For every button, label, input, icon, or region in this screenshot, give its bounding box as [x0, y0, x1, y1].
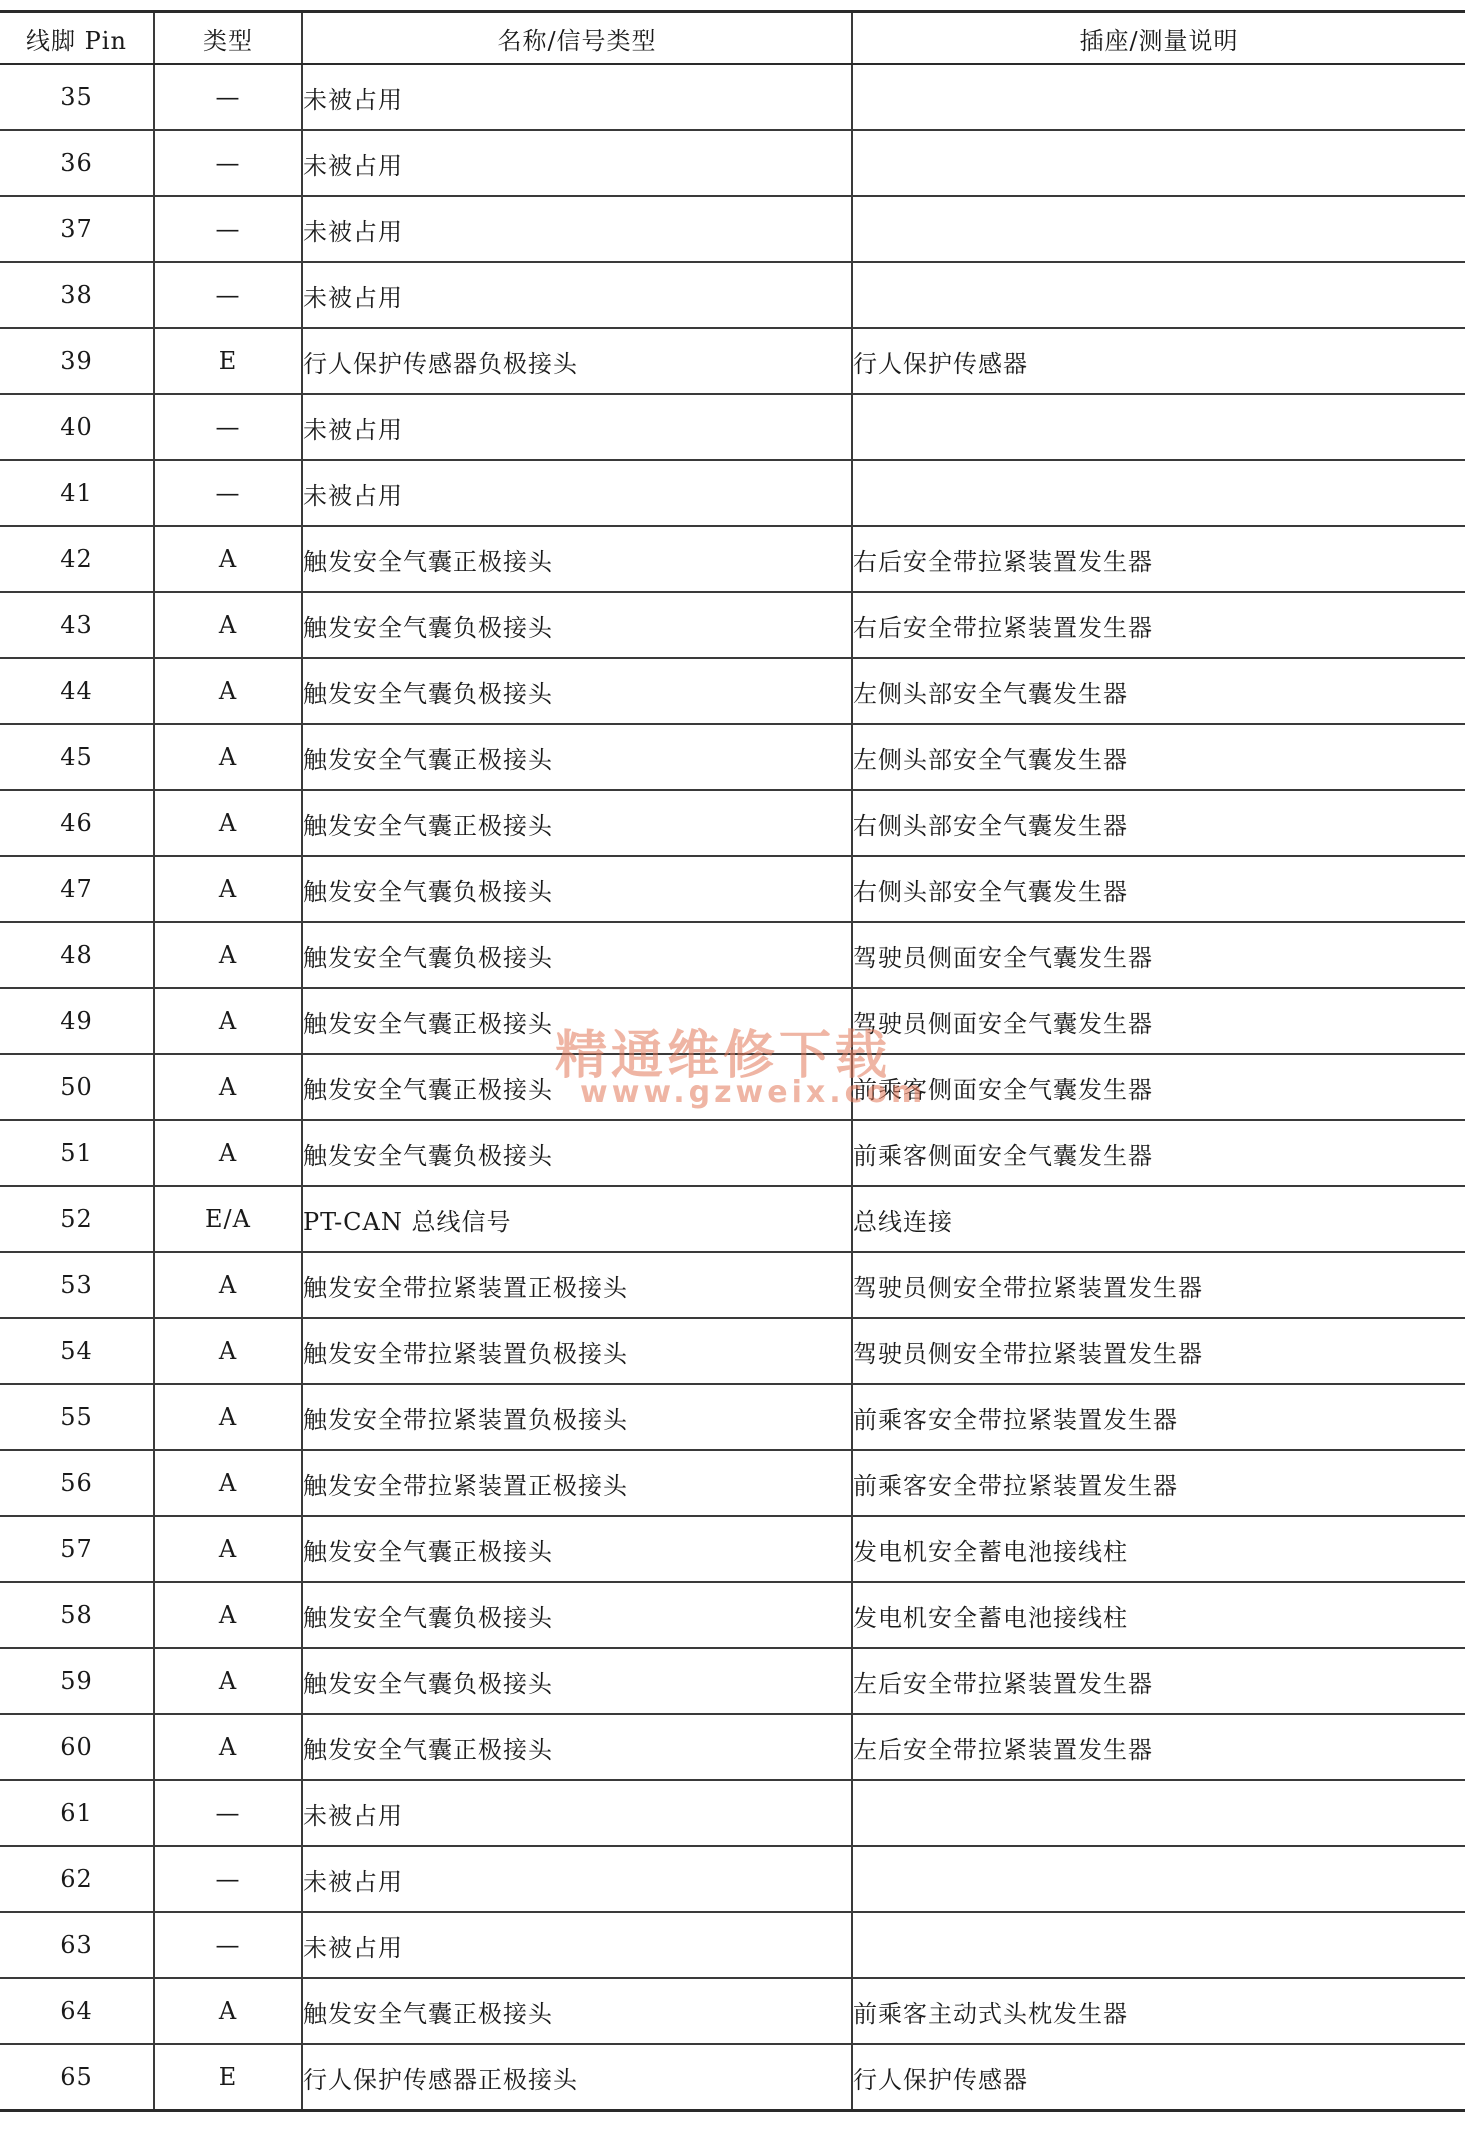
cell-desc: [852, 460, 1465, 526]
cell-type: A: [154, 922, 302, 988]
cell-type: A: [154, 658, 302, 724]
table-row: [0, 1978, 1465, 2044]
cell-desc: 前乘客安全带拉紧装置发生器: [852, 1384, 1465, 1450]
cell-desc: [852, 1846, 1465, 1912]
cell-type: A: [154, 592, 302, 658]
cell-desc: 行人保护传感器: [852, 328, 1465, 394]
cell-name: 未被占用: [302, 1846, 852, 1912]
cell-desc: 左侧头部安全气囊发生器: [852, 658, 1465, 724]
cell-pin: 36: [0, 130, 154, 196]
cell-desc: [852, 130, 1465, 196]
cell-pin: 39: [0, 328, 154, 394]
cell-type: E: [154, 328, 302, 394]
cell-type: A: [154, 790, 302, 856]
table-row: [0, 988, 1465, 1054]
cell-desc: 前乘客侧面安全气囊发生器: [852, 1054, 1465, 1120]
table-row: [0, 1912, 1465, 1978]
cell-name: 触发安全气囊负极接头: [302, 658, 852, 724]
cell-desc: 左后安全带拉紧装置发生器: [852, 1714, 1465, 1780]
table-row: [0, 262, 1465, 328]
cell-desc: 总线连接: [852, 1186, 1465, 1252]
header-name: 名称/信号类型: [302, 12, 852, 65]
header-pin: 线脚 Pin: [0, 12, 154, 65]
cell-name: 触发安全气囊负极接头: [302, 1582, 852, 1648]
cell-desc: 右侧头部安全气囊发生器: [852, 790, 1465, 856]
cell-type: E/A: [154, 1186, 302, 1252]
cell-pin: 48: [0, 922, 154, 988]
cell-name: 触发安全带拉紧装置正极接头: [302, 1450, 852, 1516]
cell-type: —: [154, 196, 302, 262]
cell-type: —: [154, 394, 302, 460]
pin-assignment-sheet: [0, 10, 1465, 2112]
cell-pin: 37: [0, 196, 154, 262]
watermark-text-cn: 精通维修下载: [555, 1025, 892, 1086]
table-row: [0, 1318, 1465, 1384]
cell-type: A: [154, 1318, 302, 1384]
cell-type: A: [154, 1450, 302, 1516]
cell-type: —: [154, 1780, 302, 1846]
table-row: [0, 196, 1465, 262]
cell-type: A: [154, 1054, 302, 1120]
table-row: [0, 1582, 1465, 1648]
cell-pin: 59: [0, 1648, 154, 1714]
table-header-row: [0, 12, 1465, 65]
cell-type: —: [154, 1846, 302, 1912]
cell-pin: 53: [0, 1252, 154, 1318]
cell-name: 触发安全气囊正极接头: [302, 1714, 852, 1780]
table-row: [0, 526, 1465, 592]
cell-type: E: [154, 2044, 302, 2111]
cell-name: 触发安全气囊负极接头: [302, 592, 852, 658]
cell-pin: 64: [0, 1978, 154, 2044]
cell-name: 触发安全气囊负极接头: [302, 856, 852, 922]
table-row: [0, 1120, 1465, 1186]
cell-type: —: [154, 460, 302, 526]
cell-desc: [852, 262, 1465, 328]
table-row: [0, 1846, 1465, 1912]
cell-desc: [852, 394, 1465, 460]
table-row: [0, 1516, 1465, 1582]
cell-name: 触发安全气囊正极接头: [302, 724, 852, 790]
table-row: [0, 790, 1465, 856]
table-row: [0, 1450, 1465, 1516]
cell-pin: 45: [0, 724, 154, 790]
table-row: [0, 1186, 1465, 1252]
cell-name: 触发安全气囊正极接头: [302, 1516, 852, 1582]
cell-pin: 62: [0, 1846, 154, 1912]
cell-type: A: [154, 526, 302, 592]
cell-pin: 56: [0, 1450, 154, 1516]
cell-type: —: [154, 130, 302, 196]
cell-pin: 35: [0, 64, 154, 130]
cell-desc: 前乘客侧面安全气囊发生器: [852, 1120, 1465, 1186]
cell-desc: 右后安全带拉紧装置发生器: [852, 526, 1465, 592]
table-row: [0, 460, 1465, 526]
cell-pin: 44: [0, 658, 154, 724]
cell-pin: 41: [0, 460, 154, 526]
cell-name: 未被占用: [302, 196, 852, 262]
cell-name: 未被占用: [302, 460, 852, 526]
cell-name: 未被占用: [302, 394, 852, 460]
header-type: 类型: [154, 12, 302, 65]
cell-pin: 38: [0, 262, 154, 328]
cell-name: 触发安全气囊负极接头: [302, 922, 852, 988]
cell-pin: 54: [0, 1318, 154, 1384]
cell-pin: 50: [0, 1054, 154, 1120]
cell-name: 触发安全气囊负极接头: [302, 1648, 852, 1714]
cell-type: —: [154, 262, 302, 328]
header-desc: 插座/测量说明: [852, 12, 1465, 65]
cell-name: 触发安全带拉紧装置负极接头: [302, 1318, 852, 1384]
cell-name: 触发安全气囊负极接头: [302, 1120, 852, 1186]
cell-type: A: [154, 1384, 302, 1450]
cell-pin: 46: [0, 790, 154, 856]
cell-pin: 51: [0, 1120, 154, 1186]
table-row: [0, 724, 1465, 790]
cell-type: A: [154, 988, 302, 1054]
cell-type: A: [154, 1516, 302, 1582]
table-row: [0, 922, 1465, 988]
cell-desc: 左后安全带拉紧装置发生器: [852, 1648, 1465, 1714]
cell-type: A: [154, 1120, 302, 1186]
cell-name: 触发安全气囊正极接头: [302, 1978, 852, 2044]
cell-pin: 43: [0, 592, 154, 658]
cell-desc: 驾驶员侧安全带拉紧装置发生器: [852, 1252, 1465, 1318]
table-row: [0, 394, 1465, 460]
cell-pin: 57: [0, 1516, 154, 1582]
cell-pin: 60: [0, 1714, 154, 1780]
cell-name: 未被占用: [302, 262, 852, 328]
watermark-text-url: www.gzweix.com: [580, 1075, 927, 1110]
cell-name: 触发安全带拉紧装置负极接头: [302, 1384, 852, 1450]
cell-desc: 驾驶员侧面安全气囊发生器: [852, 988, 1465, 1054]
cell-type: —: [154, 64, 302, 130]
cell-type: A: [154, 1252, 302, 1318]
cell-desc: 右侧头部安全气囊发生器: [852, 856, 1465, 922]
cell-name: 触发安全气囊正极接头: [302, 790, 852, 856]
cell-type: —: [154, 1912, 302, 1978]
cell-type: A: [154, 856, 302, 922]
cell-desc: [852, 1912, 1465, 1978]
cell-name: 触发安全带拉紧装置正极接头: [302, 1252, 852, 1318]
table-row: [0, 130, 1465, 196]
cell-pin: 58: [0, 1582, 154, 1648]
table-row: [0, 1780, 1465, 1846]
cell-pin: 55: [0, 1384, 154, 1450]
cell-desc: 左侧头部安全气囊发生器: [852, 724, 1465, 790]
cell-name: 未被占用: [302, 64, 852, 130]
cell-type: A: [154, 724, 302, 790]
cell-desc: 驾驶员侧面安全气囊发生器: [852, 922, 1465, 988]
cell-name: 行人保护传感器负极接头: [302, 328, 852, 394]
cell-pin: 61: [0, 1780, 154, 1846]
table-row: [0, 592, 1465, 658]
table-row: [0, 1648, 1465, 1714]
cell-type: A: [154, 1978, 302, 2044]
cell-name: PT-CAN 总线信号: [302, 1186, 852, 1252]
table-row: [0, 856, 1465, 922]
cell-desc: [852, 1780, 1465, 1846]
cell-name: 触发安全气囊正极接头: [302, 1054, 852, 1120]
cell-pin: 47: [0, 856, 154, 922]
table-row: [0, 1714, 1465, 1780]
cell-desc: 发电机安全蓄电池接线柱: [852, 1516, 1465, 1582]
cell-name: 未被占用: [302, 130, 852, 196]
cell-name: 行人保护传感器正极接头: [302, 2044, 852, 2111]
pin-assignment-table: [0, 10, 1465, 2112]
cell-name: 触发安全气囊正极接头: [302, 526, 852, 592]
cell-pin: 65: [0, 2044, 154, 2111]
cell-type: A: [154, 1714, 302, 1780]
cell-desc: [852, 64, 1465, 130]
cell-type: A: [154, 1582, 302, 1648]
cell-desc: 驾驶员侧安全带拉紧装置发生器: [852, 1318, 1465, 1384]
cell-pin: 63: [0, 1912, 154, 1978]
table-row: [0, 64, 1465, 130]
cell-pin: 42: [0, 526, 154, 592]
cell-desc: 右后安全带拉紧装置发生器: [852, 592, 1465, 658]
cell-desc: 前乘客主动式头枕发生器: [852, 1978, 1465, 2044]
cell-name: 触发安全气囊正极接头: [302, 988, 852, 1054]
cell-pin: 49: [0, 988, 154, 1054]
cell-desc: [852, 196, 1465, 262]
cell-name: 未被占用: [302, 1912, 852, 1978]
table-row: [0, 1252, 1465, 1318]
table-row: [0, 1384, 1465, 1450]
table-body: [0, 64, 1465, 2111]
cell-type: A: [154, 1648, 302, 1714]
cell-pin: 52: [0, 1186, 154, 1252]
table-row: [0, 1054, 1465, 1120]
cell-pin: 40: [0, 394, 154, 460]
table-row: [0, 328, 1465, 394]
cell-desc: 行人保护传感器: [852, 2044, 1465, 2111]
cell-name: 未被占用: [302, 1780, 852, 1846]
cell-desc: 发电机安全蓄电池接线柱: [852, 1582, 1465, 1648]
cell-desc: 前乘客安全带拉紧装置发生器: [852, 1450, 1465, 1516]
table-row: [0, 658, 1465, 724]
table-row: [0, 2044, 1465, 2111]
